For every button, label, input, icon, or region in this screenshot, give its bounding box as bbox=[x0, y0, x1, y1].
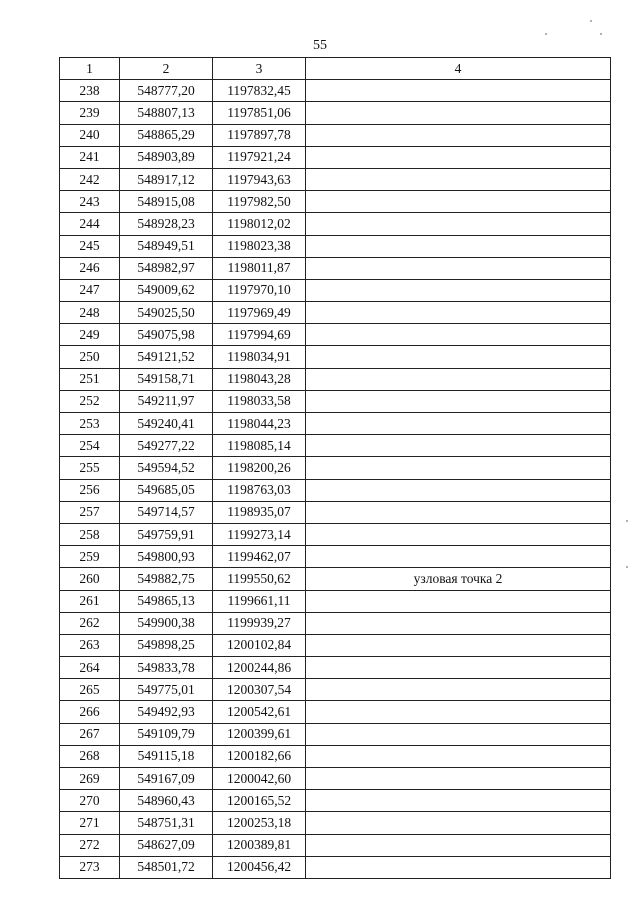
table-row bbox=[60, 812, 611, 834]
table-row bbox=[60, 102, 611, 124]
table-cell-col-3: 1198034,91 bbox=[213, 346, 306, 368]
table-cell-col-3: 1197994,69 bbox=[213, 324, 306, 346]
table-cell-col-1: 243 bbox=[60, 191, 120, 213]
table-cell-col-1: 256 bbox=[60, 479, 120, 501]
table-cell-col-1: 271 bbox=[60, 812, 120, 834]
table-row bbox=[60, 834, 611, 856]
table-cell-col-4 bbox=[306, 479, 611, 501]
table-cell-col-4 bbox=[306, 302, 611, 324]
scan-speck bbox=[626, 566, 628, 568]
table-row bbox=[60, 191, 611, 213]
table-cell-col-3: 1198763,03 bbox=[213, 479, 306, 501]
table-cell-col-3: 1198085,14 bbox=[213, 435, 306, 457]
table-row bbox=[60, 80, 611, 102]
table-cell-col-2: 548777,20 bbox=[120, 80, 213, 102]
page-number: 55 bbox=[313, 38, 327, 53]
table-row bbox=[60, 745, 611, 767]
coordinates-table bbox=[59, 57, 611, 879]
table-cell-col-2: 549882,75 bbox=[120, 568, 213, 590]
table-cell-col-4 bbox=[306, 657, 611, 679]
table-cell-col-4 bbox=[306, 745, 611, 767]
table-cell-col-1: 260 bbox=[60, 568, 120, 590]
table-cell-col-1: 242 bbox=[60, 168, 120, 190]
table-header-row bbox=[60, 58, 611, 80]
table-cell-col-2: 548627,09 bbox=[120, 834, 213, 856]
table-cell-col-1: 238 bbox=[60, 80, 120, 102]
table-cell-col-2: 548865,29 bbox=[120, 124, 213, 146]
table-cell-col-2: 549833,78 bbox=[120, 657, 213, 679]
table-cell-col-3: 1199550,62 bbox=[213, 568, 306, 590]
table-cell-col-4 bbox=[306, 701, 611, 723]
table-cell-col-1: 262 bbox=[60, 612, 120, 634]
table-cell-col-2: 549025,50 bbox=[120, 302, 213, 324]
table-cell-col-2: 549685,05 bbox=[120, 479, 213, 501]
table-cell-col-3: 1200389,81 bbox=[213, 834, 306, 856]
table-cell-col-4 bbox=[306, 146, 611, 168]
table-cell-col-1: 265 bbox=[60, 679, 120, 701]
table-cell-col-3: 1197969,49 bbox=[213, 302, 306, 324]
table-cell-col-2: 549109,79 bbox=[120, 723, 213, 745]
table-cell-col-3: 1200244,86 bbox=[213, 657, 306, 679]
table-cell-col-2: 549121,52 bbox=[120, 346, 213, 368]
table-row bbox=[60, 523, 611, 545]
table-cell-col-4 bbox=[306, 856, 611, 878]
table-cell-col-1: 269 bbox=[60, 768, 120, 790]
table-cell-col-1: 266 bbox=[60, 701, 120, 723]
table-row bbox=[60, 390, 611, 412]
table-cell-col-3: 1197970,10 bbox=[213, 279, 306, 301]
table-cell-col-1: 264 bbox=[60, 657, 120, 679]
table-cell-col-4 bbox=[306, 413, 611, 435]
table-cell-col-1: 239 bbox=[60, 102, 120, 124]
table-cell-col-1: 255 bbox=[60, 457, 120, 479]
table-row bbox=[60, 324, 611, 346]
table-cell-col-2: 548960,43 bbox=[120, 790, 213, 812]
table-cell-col-3: 1200182,66 bbox=[213, 745, 306, 767]
header-col-3: 3 bbox=[213, 58, 306, 80]
table-row bbox=[60, 413, 611, 435]
table-cell-col-2: 549594,52 bbox=[120, 457, 213, 479]
table-cell-col-4 bbox=[306, 124, 611, 146]
table-cell-col-3: 1197943,63 bbox=[213, 168, 306, 190]
table-cell-col-2: 549115,18 bbox=[120, 745, 213, 767]
table-cell-col-4 bbox=[306, 346, 611, 368]
scan-speck bbox=[545, 33, 547, 35]
table-cell-col-3: 1198011,87 bbox=[213, 257, 306, 279]
table-cell-col-4 bbox=[306, 768, 611, 790]
table-cell-col-3: 1198044,23 bbox=[213, 413, 306, 435]
table-cell-col-4 bbox=[306, 279, 611, 301]
table-cell-col-4 bbox=[306, 457, 611, 479]
table-cell-col-2: 549167,09 bbox=[120, 768, 213, 790]
table-cell-col-3: 1197851,06 bbox=[213, 102, 306, 124]
table-cell-col-2: 549240,41 bbox=[120, 413, 213, 435]
table-cell-col-1: 272 bbox=[60, 834, 120, 856]
table-body bbox=[60, 80, 611, 879]
table-cell-col-4 bbox=[306, 80, 611, 102]
table-cell-col-4 bbox=[306, 213, 611, 235]
table-row bbox=[60, 768, 611, 790]
table-row bbox=[60, 368, 611, 390]
scan-speck bbox=[600, 33, 602, 35]
table-cell-col-3: 1200102,84 bbox=[213, 634, 306, 656]
table-cell-col-1: 241 bbox=[60, 146, 120, 168]
table-cell-col-4 bbox=[306, 390, 611, 412]
table-cell-col-4 bbox=[306, 590, 611, 612]
table-cell-col-4 bbox=[306, 723, 611, 745]
table-row bbox=[60, 856, 611, 878]
table-cell-col-1: 263 bbox=[60, 634, 120, 656]
table-cell-col-1: 248 bbox=[60, 302, 120, 324]
table-cell-col-1: 245 bbox=[60, 235, 120, 257]
table-cell-col-4 bbox=[306, 102, 611, 124]
table-cell-col-2: 549898,25 bbox=[120, 634, 213, 656]
table-cell-col-2: 548501,72 bbox=[120, 856, 213, 878]
table-cell-col-3: 1198043,28 bbox=[213, 368, 306, 390]
table-cell-col-3: 1200399,61 bbox=[213, 723, 306, 745]
table-cell-col-1: 252 bbox=[60, 390, 120, 412]
table-cell-col-4 bbox=[306, 634, 611, 656]
table-cell-col-2: 549759,91 bbox=[120, 523, 213, 545]
table-row bbox=[60, 657, 611, 679]
table-cell-col-3: 1198935,07 bbox=[213, 501, 306, 523]
table-cell-col-4 bbox=[306, 523, 611, 545]
table-cell-col-3: 1199462,07 bbox=[213, 546, 306, 568]
table-cell-col-1: 250 bbox=[60, 346, 120, 368]
table-row bbox=[60, 723, 611, 745]
table-cell-col-4 bbox=[306, 235, 611, 257]
table-cell-col-2: 548807,13 bbox=[120, 102, 213, 124]
table-cell-col-4 bbox=[306, 324, 611, 346]
table-cell-col-2: 549865,13 bbox=[120, 590, 213, 612]
table-cell-col-3: 1199273,14 bbox=[213, 523, 306, 545]
table-cell-col-1: 261 bbox=[60, 590, 120, 612]
table-row bbox=[60, 590, 611, 612]
table-cell-col-1: 257 bbox=[60, 501, 120, 523]
table-cell-col-3: 1200042,60 bbox=[213, 768, 306, 790]
table-cell-col-1: 240 bbox=[60, 124, 120, 146]
header-col-2: 2 bbox=[120, 58, 213, 80]
table-row bbox=[60, 235, 611, 257]
table-cell-col-3: 1198023,38 bbox=[213, 235, 306, 257]
table-cell-col-2: 548928,23 bbox=[120, 213, 213, 235]
table-row bbox=[60, 302, 611, 324]
table-cell-col-4 bbox=[306, 168, 611, 190]
table-cell-col-3: 1198012,02 bbox=[213, 213, 306, 235]
table-row bbox=[60, 124, 611, 146]
table-row bbox=[60, 346, 611, 368]
table-cell-col-2: 549492,93 bbox=[120, 701, 213, 723]
table-row bbox=[60, 457, 611, 479]
table-cell-col-1: 273 bbox=[60, 856, 120, 878]
table-cell-col-3: 1200307,54 bbox=[213, 679, 306, 701]
table-cell-col-2: 548751,31 bbox=[120, 812, 213, 834]
table-row bbox=[60, 168, 611, 190]
table-cell-col-4 bbox=[306, 834, 611, 856]
table-cell-col-3: 1199939,27 bbox=[213, 612, 306, 634]
table-cell-col-3: 1197921,24 bbox=[213, 146, 306, 168]
table-cell-col-2: 548917,12 bbox=[120, 168, 213, 190]
table-cell-col-3: 1197897,78 bbox=[213, 124, 306, 146]
table-cell-col-3: 1200165,52 bbox=[213, 790, 306, 812]
table-row bbox=[60, 479, 611, 501]
table-cell-col-2: 549075,98 bbox=[120, 324, 213, 346]
table-cell-col-2: 548915,08 bbox=[120, 191, 213, 213]
table-cell-col-1: 247 bbox=[60, 279, 120, 301]
table-cell-col-2: 549800,93 bbox=[120, 546, 213, 568]
table-cell-col-3: 1200456,42 bbox=[213, 856, 306, 878]
table-cell-col-1: 253 bbox=[60, 413, 120, 435]
table-cell-col-4 bbox=[306, 368, 611, 390]
table-cell-col-1: 246 bbox=[60, 257, 120, 279]
table-cell-col-2: 549277,22 bbox=[120, 435, 213, 457]
header-col-1: 1 bbox=[60, 58, 120, 80]
table-cell-col-1: 258 bbox=[60, 523, 120, 545]
table-row bbox=[60, 257, 611, 279]
scan-speck bbox=[626, 520, 628, 522]
table-cell-col-2: 549714,57 bbox=[120, 501, 213, 523]
table-cell-col-1: 249 bbox=[60, 324, 120, 346]
table-cell-col-1: 270 bbox=[60, 790, 120, 812]
table-cell-col-2: 549009,62 bbox=[120, 279, 213, 301]
table-cell-col-1: 244 bbox=[60, 213, 120, 235]
table-row bbox=[60, 790, 611, 812]
table-cell-col-3: 1200542,61 bbox=[213, 701, 306, 723]
table-cell-col-2: 548982,97 bbox=[120, 257, 213, 279]
table-cell-col-4 bbox=[306, 612, 611, 634]
table-cell-col-3: 1199661,11 bbox=[213, 590, 306, 612]
table-cell-col-4 bbox=[306, 546, 611, 568]
table-row bbox=[60, 279, 611, 301]
scan-speck bbox=[590, 20, 592, 22]
table-row bbox=[60, 501, 611, 523]
table-cell-col-4 bbox=[306, 257, 611, 279]
table-cell-col-1: 268 bbox=[60, 745, 120, 767]
table-cell-col-3: 1197982,50 bbox=[213, 191, 306, 213]
table-cell-col-2: 549775,01 bbox=[120, 679, 213, 701]
table-cell-col-1: 254 bbox=[60, 435, 120, 457]
table-cell-col-2: 549900,38 bbox=[120, 612, 213, 634]
table-cell-col-2: 549158,71 bbox=[120, 368, 213, 390]
table-row bbox=[60, 146, 611, 168]
table-row bbox=[60, 213, 611, 235]
table-cell-col-3: 1198033,58 bbox=[213, 390, 306, 412]
table-cell-col-4 bbox=[306, 790, 611, 812]
table-cell-col-4 bbox=[306, 501, 611, 523]
table-cell-col-2: 548903,89 bbox=[120, 146, 213, 168]
table-cell-col-4 bbox=[306, 679, 611, 701]
table-cell-col-4 bbox=[306, 812, 611, 834]
table-row bbox=[60, 546, 611, 568]
table-row bbox=[60, 634, 611, 656]
table-row bbox=[60, 701, 611, 723]
table-row bbox=[60, 568, 611, 590]
header-col-4: 4 bbox=[306, 58, 611, 80]
table-cell-col-1: 267 bbox=[60, 723, 120, 745]
table-row bbox=[60, 679, 611, 701]
table-cell-col-4 bbox=[306, 435, 611, 457]
table-cell-col-4 bbox=[306, 191, 611, 213]
table-cell-col-3: 1198200,26 bbox=[213, 457, 306, 479]
table-cell-col-1: 251 bbox=[60, 368, 120, 390]
table-cell-col-2: 549211,97 bbox=[120, 390, 213, 412]
table-cell-col-4: узловая точка 2 bbox=[306, 568, 611, 590]
table-cell-col-3: 1200253,18 bbox=[213, 812, 306, 834]
table-row bbox=[60, 612, 611, 634]
table-cell-col-2: 548949,51 bbox=[120, 235, 213, 257]
table-row bbox=[60, 435, 611, 457]
table-cell-col-1: 259 bbox=[60, 546, 120, 568]
table-cell-col-3: 1197832,45 bbox=[213, 80, 306, 102]
